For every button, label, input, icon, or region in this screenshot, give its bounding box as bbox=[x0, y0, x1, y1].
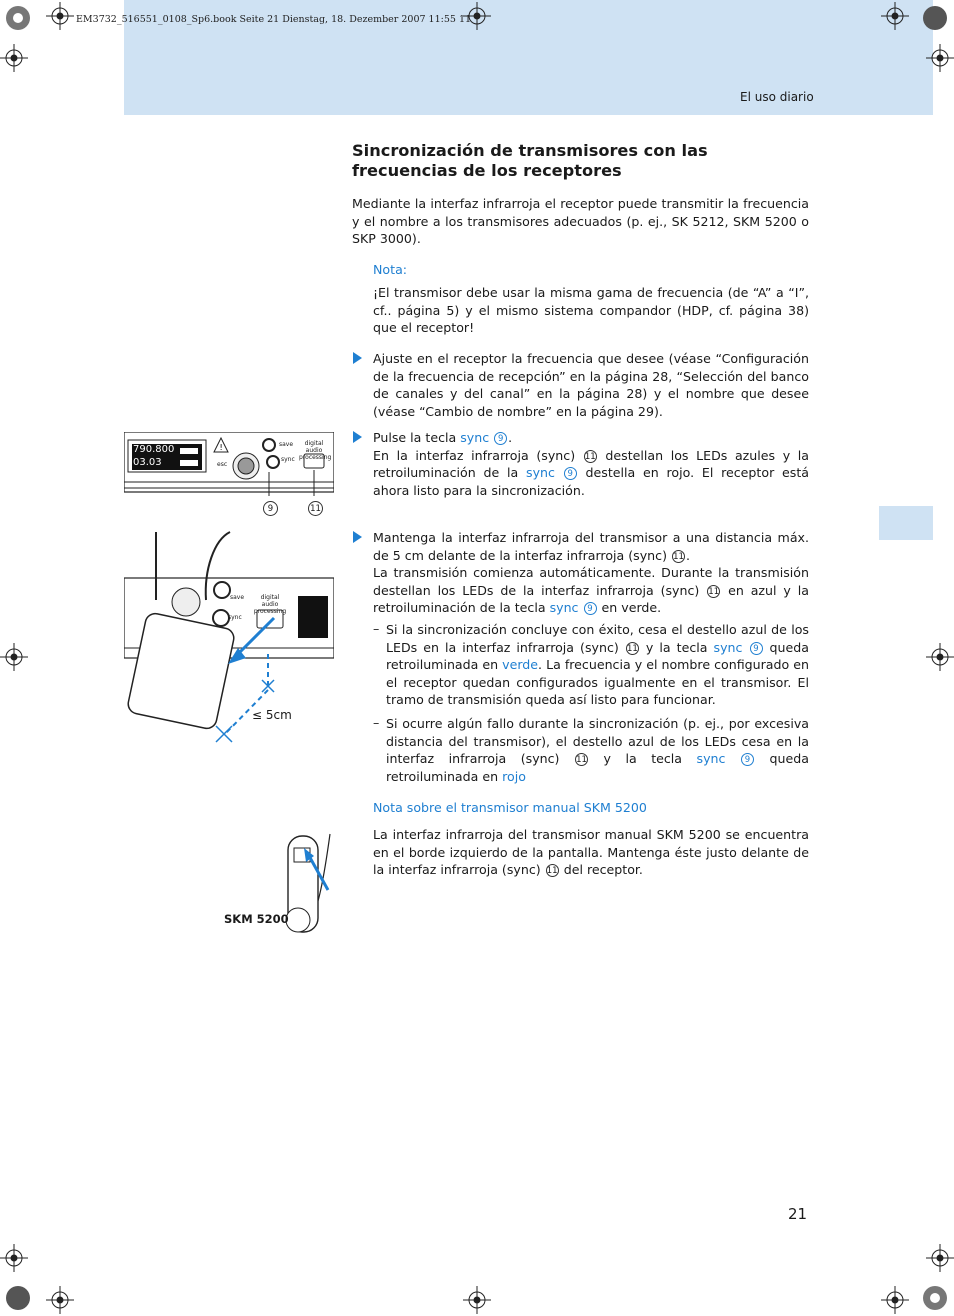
sync-label: sync bbox=[281, 456, 295, 463]
bullet-2-text bbox=[386, 715, 809, 785]
skm-note-heading: Nota sobre el transmisor manual SKM 5200 bbox=[373, 800, 647, 815]
distance-label: ≤ 5cm bbox=[252, 708, 292, 722]
bullet-1-success: Si la sincronización concluye con éxito, cesa el destello azul de los LEDs en la interfaz infrarroja (sync) bbox=[386, 622, 809, 655]
callout-11-badge: 11 bbox=[308, 501, 323, 516]
crosshair-icon bbox=[0, 643, 28, 671]
callout-11-badge: 11 bbox=[584, 451, 596, 462]
crosshair-icon bbox=[881, 1286, 909, 1314]
step-2-ready: destella en rojo. El receptor está ahora listo para la sincronización. bbox=[373, 465, 809, 498]
callout-9-badge: 9 bbox=[263, 501, 278, 516]
callout-11-badge: 11 bbox=[626, 643, 638, 654]
sync-key-label: sync bbox=[549, 600, 579, 616]
green-word: verde bbox=[502, 657, 539, 673]
dash-bullet: – bbox=[373, 715, 380, 730]
receiver-frequency: 790.800 bbox=[133, 444, 175, 455]
transmitter-sync-figure bbox=[124, 530, 334, 750]
step-3-backlight: en azul y la retroiluminación de la tecla bbox=[373, 582, 809, 616]
step-2-press: Pulse la tecla bbox=[373, 430, 457, 445]
bullet-2-lit: queda retroiluminada en bbox=[386, 751, 809, 784]
step-arrow-icon bbox=[353, 431, 362, 443]
book-info-line: EM3732_516551_0108_Sp6.book Seite 21 Dienstag, 18. Dezember 2007 11:55 11 bbox=[76, 14, 472, 25]
receiver-panel-figure bbox=[124, 432, 334, 522]
crosshair-icon bbox=[0, 44, 28, 72]
callout-9-badge: 9 bbox=[750, 642, 763, 655]
bullet-1-lit: queda retroiluminada en bbox=[386, 639, 809, 673]
intro-paragraph: Mediante la interfaz infrarroja el receptor puede transmitir la frecuencia y el nombre a los transmisores adecuados (p. ej., SK 5212, SKM 5200 o SKP 3000). bbox=[352, 196, 809, 247]
bullet-2-failure: Si ocurre algún fallo durante la sincronización (p. ej., por excesiva distancia del transmisor), el destello azul de los LEDs cesa en la interfaz infrarroja (sync) bbox=[386, 716, 809, 767]
crosshair-icon bbox=[46, 1286, 74, 1314]
callout-11-badge: 11 bbox=[708, 586, 720, 597]
red-word: rojo bbox=[502, 768, 526, 784]
callout-11-badge: 11 bbox=[546, 866, 558, 877]
crosshair-icon bbox=[926, 643, 954, 671]
page-number: 21 bbox=[788, 1205, 808, 1223]
crosshair-icon bbox=[463, 2, 491, 30]
step-3-green: en verde. bbox=[601, 600, 662, 616]
note-text: ¡El transmisor debe usar la misma gama de frecuencia (de “A” a “I”, cf.. página 5) y el mismo sistema compandor (HDP, cf. página 38) que el receptor! bbox=[373, 285, 809, 336]
sync-key-label: sync bbox=[526, 465, 555, 481]
esc-label: esc bbox=[217, 461, 228, 468]
crosshair-icon bbox=[926, 1244, 954, 1272]
skm-note-text bbox=[373, 826, 809, 879]
crosshair-icon bbox=[46, 2, 74, 30]
step-3-transmission: La transmisión comienza automáticamente. Durante la transmisión destellan los LEDs de la interfaz infrarroja (sync) bbox=[373, 565, 809, 598]
bullet-2-key: y la tecla bbox=[603, 751, 683, 767]
note-heading: Nota: bbox=[373, 262, 408, 277]
skm-note-body: La interfaz infrarroja del transmisor manual SKM 5200 se encuentra en el borde izquierdo de la pantalla. Mantenga éste justo delante de la interfaz infrarroja (sync) bbox=[373, 827, 809, 878]
step-3-hold: Mantenga la interfaz infrarroja del transmisor a una distancia máx. de 5 cm delante de la interfaz infrarroja (sync) bbox=[373, 530, 809, 563]
callout-11-badge: 11 bbox=[576, 755, 587, 766]
page-title: Sincronización de transmisores con las frecuencias de los receptores bbox=[352, 141, 708, 180]
bullet-1-key: y la tecla bbox=[645, 639, 708, 655]
save-label: save bbox=[230, 594, 245, 601]
sync-label: sync bbox=[228, 614, 242, 621]
save-label: save bbox=[279, 441, 294, 448]
sync-key-label: sync bbox=[460, 430, 490, 445]
callout-9-badge: 9 bbox=[741, 753, 754, 766]
crosshair-icon bbox=[463, 1286, 491, 1314]
callout-9-badge: 9 bbox=[584, 602, 597, 615]
bullet-1-rest: . La frecuencia y el nombre configurado en el receptor quedan configurados igualmente en el transmisor. El tramo de transmisión queda así listo para funcionar. bbox=[386, 657, 809, 708]
crosshair-icon bbox=[926, 44, 954, 72]
dap-label: digital audio processing bbox=[253, 594, 287, 615]
receiver-channel: 03.03 bbox=[133, 457, 162, 468]
dap-label: digital audio processing bbox=[299, 440, 332, 461]
step-arrow-icon bbox=[353, 531, 362, 543]
crosshair-icon bbox=[0, 1244, 28, 1272]
step-2-ir: En la interfaz infrarroja (sync) bbox=[373, 447, 576, 463]
sync-key-label: sync bbox=[696, 751, 726, 767]
step-2-text: Pulse la tecla sync 9 . En la interfaz infrarroja (sync) 11 destellan los LEDs azules y la retroiluminación de la sync 9 destella en rojo. El receptor está ahora listo para la sincronización. bbox=[373, 430, 809, 498]
skm-note-end: del receptor. bbox=[563, 862, 643, 878]
step-3-text: Mantenga la interfaz infrarroja del transmisor a una distancia máx. de 5 cm delante de la interfaz infrarroja (sync) 11 . La transmisión comienza automáticamente. Durante la transmisión destellan los LEDs de la interfaz infrarroja (sync) 11 en azul y la retroiluminación de la tecla sync 9 en verde. bbox=[373, 530, 809, 616]
callout-9-badge: 9 bbox=[564, 467, 577, 480]
section-title: El uso diario bbox=[740, 90, 814, 104]
bullet-1-text bbox=[386, 621, 809, 709]
skm5200-label: SKM 5200 bbox=[224, 912, 289, 926]
step-arrow-icon bbox=[353, 352, 362, 364]
crosshair-icon bbox=[881, 2, 909, 30]
step-1-text: Ajuste en el receptor la frecuencia que desee (véase “Configuración de la frecuencia de recepción” en la página 28, “Selección del banco de canales y del canal” en la página 28) y el nombre que desee (véase “Cambio de nombre” en la página 29). bbox=[373, 351, 809, 419]
dash-bullet: – bbox=[373, 621, 380, 636]
step-2-leds: destellan los LEDs azules y la retroiluminación de la bbox=[373, 447, 809, 481]
svg-text:!: ! bbox=[219, 443, 223, 452]
callout-9-badge: 9 bbox=[494, 432, 507, 445]
callout-11-badge: 11 bbox=[673, 551, 684, 562]
sync-key-label: sync bbox=[713, 639, 743, 655]
